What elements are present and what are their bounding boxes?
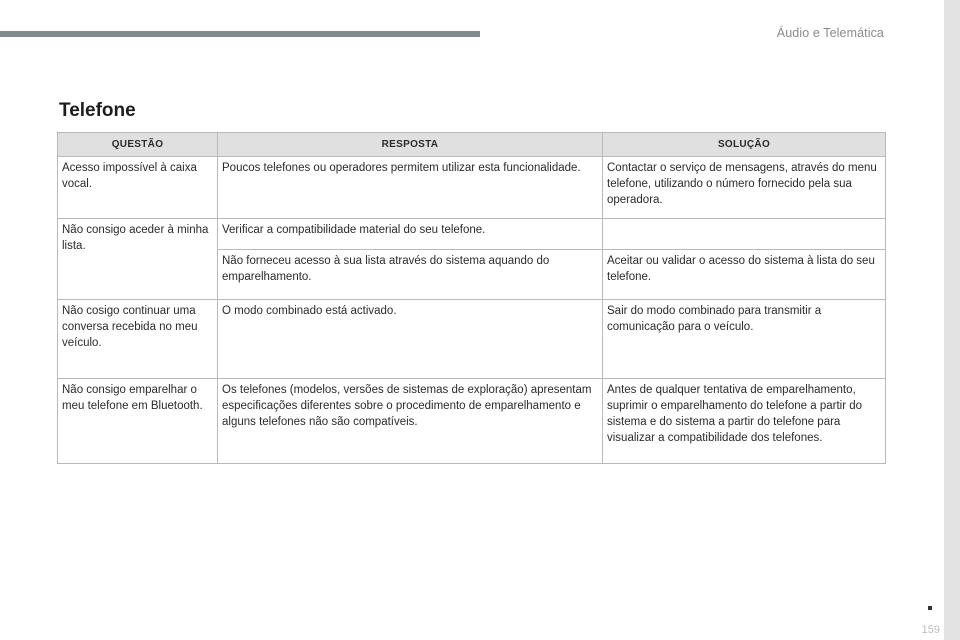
page-edge-strip (944, 0, 960, 640)
column-header-solution: SOLUÇÃO (603, 133, 886, 157)
solution-cell: Aceitar ou validar o acesso do sistema à lista do seu telefone. (603, 250, 886, 300)
solution-cell: Antes de qualquer tentativa de emparelhamento, suprimir o emparelhamento do telefone a partir do sistema e do sistema a partir do telefone para visualizar a compatibilidade dos telefones. (603, 379, 886, 464)
column-header-answer: RESPOSTA (218, 133, 603, 157)
table-row (58, 379, 886, 464)
table-row (58, 300, 886, 379)
answer-cell: Não forneceu acesso à sua lista através do sistema aquando do emparelhamento. (218, 250, 603, 300)
question-cell: Acesso impossível à caixa vocal. (58, 157, 218, 219)
solution-cell (603, 219, 886, 250)
question-cell: Não consigo emparelhar o meu telefone em Bluetooth. (58, 379, 218, 464)
pager-dot (928, 606, 932, 610)
answer-cell: O modo combinado está activado. (218, 300, 603, 379)
table-row (58, 219, 886, 250)
solution-cell: Contactar o serviço de mensagens, através do menu telefone, utilizando o número fornecido pela sua operadora. (603, 157, 886, 219)
section-name: Áudio e Telemática (776, 26, 884, 40)
page-number: 159 (921, 624, 940, 636)
solution-cell: Sair do modo combinado para transmitir a comunicação para o veículo. (603, 300, 886, 379)
faq-table (57, 132, 886, 464)
question-cell: Não cosigo continuar uma conversa recebida no meu veículo. (58, 300, 218, 379)
header-rule (0, 31, 480, 37)
question-cell: Não consigo aceder à minha lista. (58, 219, 218, 300)
page-title: Telefone (59, 100, 136, 121)
table-header-row (58, 133, 886, 157)
table-row (58, 157, 886, 219)
answer-cell: Verificar a compatibilidade material do seu telefone. (218, 219, 603, 250)
answer-cell: Os telefones (modelos, versões de sistemas de exploração) apresentam especificações diferentes sobre o procedimento de emparelhamento e alguns telefones não são compatíveis. (218, 379, 603, 464)
answer-cell: Poucos telefones ou operadores permitem utilizar esta funcionalidade. (218, 157, 603, 219)
column-header-question: QUESTÃO (58, 133, 218, 157)
